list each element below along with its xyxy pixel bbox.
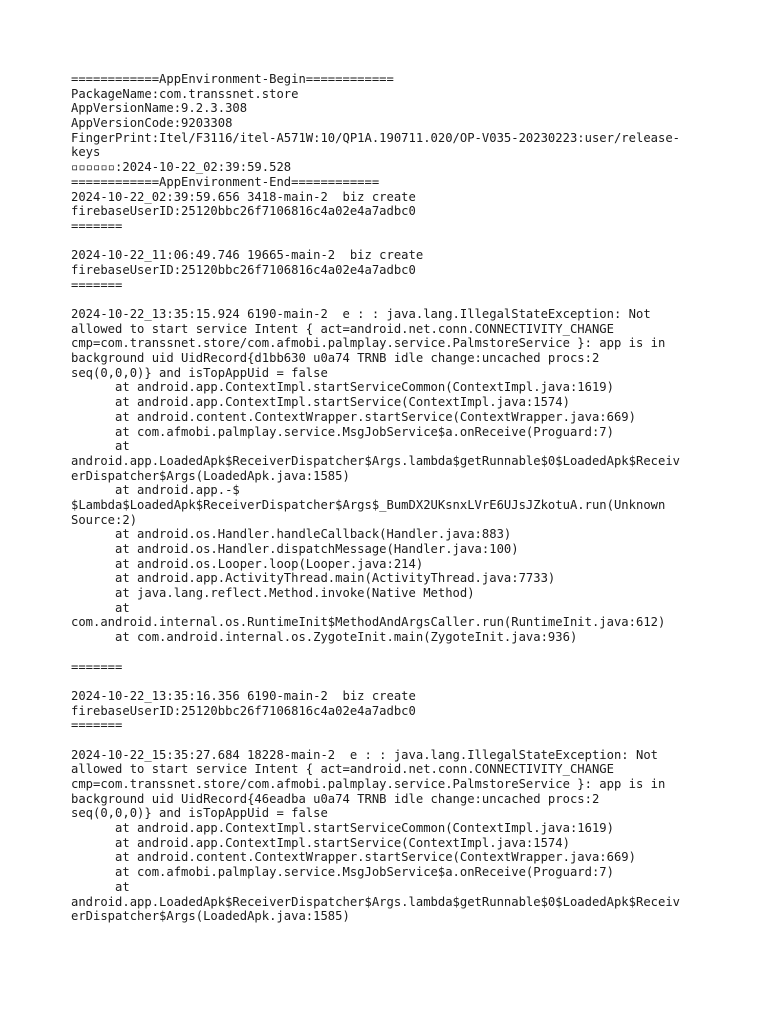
log-line xyxy=(71,733,711,748)
log-line: com.android.internal.os.RuntimeInit$MethodAndArgsCaller.run(RuntimeInit.java:612) xyxy=(71,615,666,630)
log-line: seq(0,0,0)} and isTopAppUid = false xyxy=(71,806,328,821)
log-line: at xyxy=(71,879,130,894)
log-line: cmp=com.transsnet.store/com.afmobi.palmplay.service.PalmstoreService }: app is in xyxy=(71,336,666,351)
log-line: at android.app.-$ xyxy=(71,483,240,498)
log-line: 2024-10-22_13:35:15.924 6190-main-2 e : : java.lang.IllegalStateException: Not xyxy=(71,307,651,321)
log-line: at android.app.ContextImpl.startService(ContextImpl.java:1574) xyxy=(71,395,570,410)
log-line: firebaseUserID:25120bbc26f7106816c4a02e4a7adbc0 xyxy=(71,703,416,718)
log-document xyxy=(71,72,711,924)
log-line: at com.afmobi.palmplay.service.MsgJobService$a.onReceive(Proguard:7) xyxy=(71,865,614,880)
log-line: at android.content.ContextWrapper.startService(ContextWrapper.java:669) xyxy=(71,409,636,424)
log-line: ======= xyxy=(71,718,123,733)
log-line: at xyxy=(71,600,130,615)
log-line: 2024-10-22_11:06:49.746 19665-main-2 biz create xyxy=(71,248,424,263)
log-line: seq(0,0,0)} and isTopAppUid = false xyxy=(71,365,328,380)
log-line xyxy=(71,645,711,660)
log-line: at android.app.ContextImpl.startServiceCommon(ContextImpl.java:1619) xyxy=(71,821,614,836)
log-line: background uid UidRecord{46eadba u0a74 TRNB idle change:uncached procs:2 xyxy=(71,791,600,806)
log-line: $Lambda$LoadedApk$ReceiverDispatcher$Args$_BumDX2UKsnxLVrE6UJsJZkotuA.run(Unknown xyxy=(71,497,666,512)
log-line: ============AppEnvironment-Begin============ xyxy=(71,72,394,86)
log-line: allowed to start service Intent { act=android.net.conn.CONNECTIVITY_CHANGE xyxy=(71,321,614,336)
log-line: keys xyxy=(71,145,101,160)
log-line: at java.lang.reflect.Method.invoke(Native Method) xyxy=(71,586,475,601)
log-line xyxy=(71,674,711,689)
log-line: erDispatcher$Args(LoadedApk.java:1585) xyxy=(71,909,350,924)
log-line: at android.os.Looper.loop(Looper.java:214) xyxy=(71,556,424,571)
log-line: at com.afmobi.palmplay.service.MsgJobService$a.onReceive(Proguard:7) xyxy=(71,424,614,439)
log-line: firebaseUserID:25120bbc26f7106816c4a02e4a7adbc0 xyxy=(71,204,416,219)
log-line: FingerPrint:Itel/F3116/itel-A571W:10/QP1A.190711.020/OP-V035-20230223:user/release- xyxy=(71,130,681,145)
log-line: background uid UidRecord{d1bb630 u0a74 TRNB idle change:uncached procs:2 xyxy=(71,351,600,366)
log-line: cmp=com.transsnet.store/com.afmobi.palmplay.service.PalmstoreService }: app is in xyxy=(71,777,666,791)
log-line: at android.app.ContextImpl.startServiceCommon(ContextImpl.java:1619) xyxy=(71,380,614,395)
log-line: 2024-10-22_02:39:59.656 3418-main-2 biz create xyxy=(71,189,416,204)
log-line: at com.android.internal.os.ZygoteInit.main(ZygoteInit.java:936) xyxy=(71,630,578,645)
log-line: ▫▫▫▫▫▫:2024-10-22_02:39:59.528 xyxy=(71,160,292,175)
log-line: ============AppEnvironment-End============ xyxy=(71,174,380,189)
log-line xyxy=(71,234,711,249)
log-line: at android.os.Handler.dispatchMessage(Handler.java:100) xyxy=(71,542,519,556)
log-line: at android.app.ContextImpl.startService(ContextImpl.java:1574) xyxy=(71,835,570,850)
log-line: erDispatcher$Args(LoadedApk.java:1585) xyxy=(71,468,350,483)
log-line: android.app.LoadedApk$ReceiverDispatcher$Args.lambda$getRunnable$0$LoadedApk$Receiv xyxy=(71,453,681,468)
log-line: allowed to start service Intent { act=android.net.conn.CONNECTIVITY_CHANGE xyxy=(71,762,614,777)
log-line: 2024-10-22_13:35:16.356 6190-main-2 biz create xyxy=(71,688,416,703)
log-line: PackageName:com.transsnet.store xyxy=(71,86,299,101)
log-line: AppVersionName:9.2.3.308 xyxy=(71,101,248,116)
log-line: at android.os.Handler.handleCallback(Handler.java:883) xyxy=(71,527,512,542)
log-line: android.app.LoadedApk$ReceiverDispatcher$Args.lambda$getRunnable$0$LoadedApk$Receiv xyxy=(71,894,681,909)
log-line xyxy=(71,292,711,307)
log-line: ======= xyxy=(71,659,123,674)
log-line: 2024-10-22_15:35:27.684 18228-main-2 e : : java.lang.IllegalStateException: Not xyxy=(71,747,658,762)
log-line: at xyxy=(71,439,130,454)
log-line: at android.content.ContextWrapper.startService(ContextWrapper.java:669) xyxy=(71,850,636,865)
log-line: firebaseUserID:25120bbc26f7106816c4a02e4a7adbc0 xyxy=(71,262,416,277)
log-line: ======= xyxy=(71,218,123,233)
log-line: at android.app.ActivityThread.main(ActivityThread.java:7733) xyxy=(71,571,556,586)
log-line: ======= xyxy=(71,277,123,292)
log-line: Source:2) xyxy=(71,512,138,527)
log-line: AppVersionCode:9203308 xyxy=(71,116,233,131)
